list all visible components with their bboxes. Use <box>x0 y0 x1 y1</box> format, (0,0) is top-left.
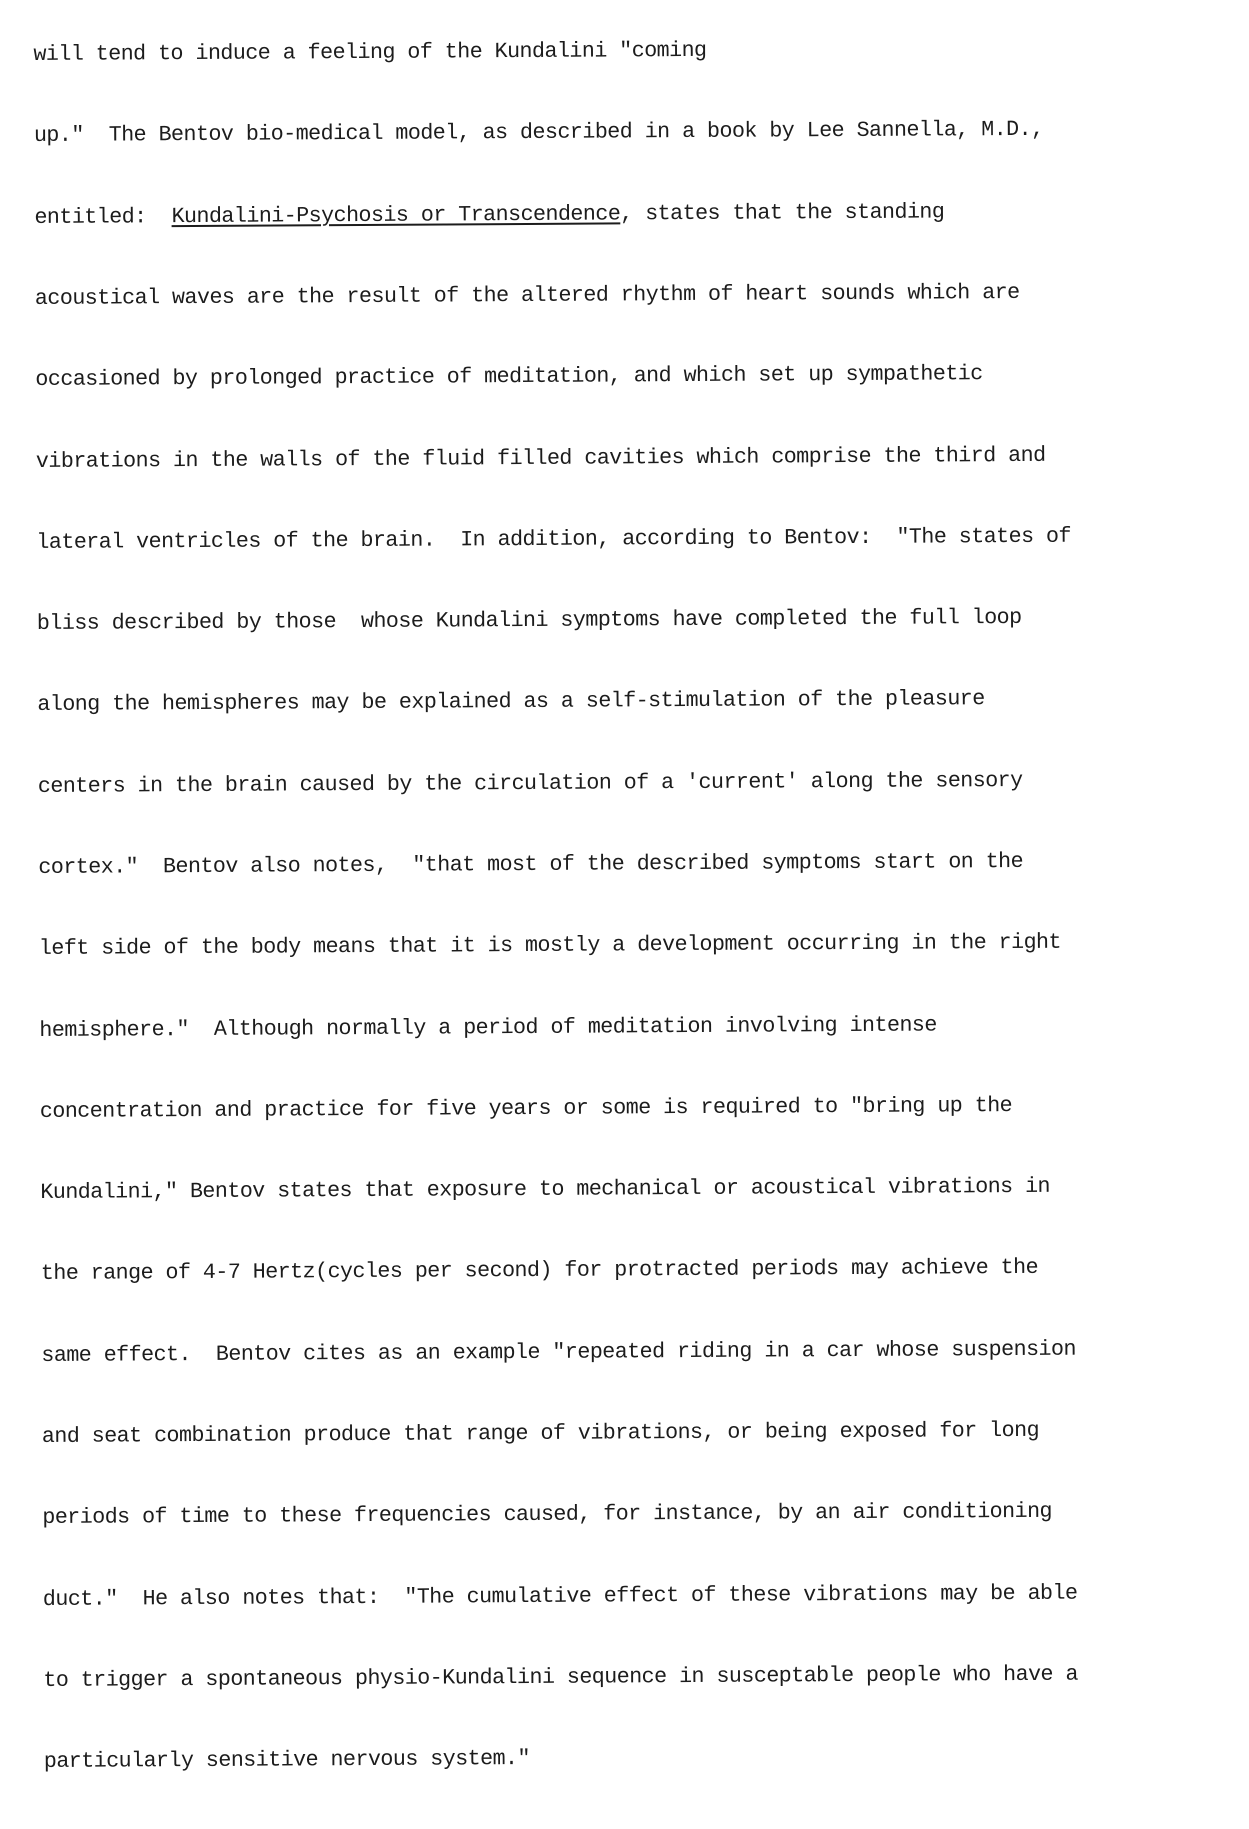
typewritten-text-block <box>33 0 1249 1829</box>
line-16-text: same effect. Bentov cites as an example "repeated riding in a car whose suspension <box>41 1336 1076 1368</box>
line-3-text: acoustical waves are the result of the altered rhythm of heart sounds which are <box>34 280 1020 312</box>
line-2-suffix: , states that the standing <box>620 199 945 227</box>
text-line-6 <box>36 522 1241 556</box>
line-6-text: lateral ventricles of the brain. In addition, according to Bentov: "The states of <box>36 523 1072 555</box>
line-13-text: concentration and practice for five years or some is required to "bring up the <box>39 1092 1013 1124</box>
line-17-text: and seat combination produce that range of vibrations, or being exposed for long <box>41 1417 1040 1449</box>
line-21-text: particularly sensitive nervous system." <box>43 1746 531 1775</box>
text-line-19 <box>43 1578 1248 1612</box>
line-15-text: the range of 4-7 Hertz(cycles per second) for protracted periods may achieve the <box>40 1255 1039 1287</box>
line-4-text: occasioned by prolonged practice of meditation, and which set up sympathetic <box>35 361 983 393</box>
book-title-underlined: Kundalini-Psychosis or Transcendence <box>171 201 621 229</box>
line-20-text: to trigger a spontaneous physio-Kundalini sequence in susceptable people who have a <box>43 1661 1078 1693</box>
text-line-20 <box>43 1659 1248 1693</box>
text-line-8 <box>37 684 1242 718</box>
line-19-text: duct." He also notes that: "The cumulative effect of these vibrations may be able <box>42 1580 1078 1612</box>
text-line-21 <box>44 1741 1249 1775</box>
text-line-14 <box>40 1172 1245 1206</box>
text-line-10 <box>38 847 1243 881</box>
text-line-5 <box>36 440 1241 474</box>
line-9-text: centers in the brain caused by the circulation of a 'current' along the sensory <box>37 767 1023 799</box>
text-line-4 <box>35 359 1240 393</box>
line-8-text: along the hemispheres may be explained as a self-stimulation of the pleasure <box>37 686 985 718</box>
text-line-16 <box>41 1334 1246 1368</box>
text-line-12 <box>39 1009 1244 1043</box>
line-12-text: hemisphere." Although normally a period of meditation involving intense <box>39 1012 937 1043</box>
line-1-text: up." The Bentov bio-medical model, as described in a book by Lee Sannella, M.D., <box>33 117 1044 149</box>
cut-top-text: will tend to induce a feeling of the Kundalini "coming <box>33 38 707 68</box>
line-2-prefix: entitled: <box>34 203 172 230</box>
text-line-7 <box>37 603 1242 637</box>
line-7-text: bliss described by those whose Kundalini symptoms have completed the full loop <box>36 605 1022 637</box>
line-5-text: vibrations in the walls of the fluid filled cavities which comprise the third and <box>35 442 1046 474</box>
line-14-text: Kundalini," Bentov states that exposure to mechanical or acoustical vibrations in <box>40 1173 1051 1206</box>
text-line-18 <box>42 1497 1247 1531</box>
text-line-cut-top <box>33 34 1238 68</box>
text-line-17 <box>42 1416 1247 1450</box>
line-18-text: periods of time to these frequencies caused, for instance, by an air conditioning <box>42 1499 1053 1531</box>
text-line-2 <box>34 196 1239 230</box>
line-10-text: cortex." Bentov also notes, "that most of the described symptoms start on the <box>38 848 1024 880</box>
text-line-13 <box>40 1090 1245 1124</box>
text-line-1 <box>34 115 1239 149</box>
text-line-15 <box>41 1253 1246 1287</box>
text-line-11 <box>39 928 1244 962</box>
text-line-3 <box>35 278 1240 312</box>
line-11-text: left side of the body means that it is mostly a development occurring in the right <box>38 930 1062 962</box>
text-line-9 <box>38 765 1243 799</box>
